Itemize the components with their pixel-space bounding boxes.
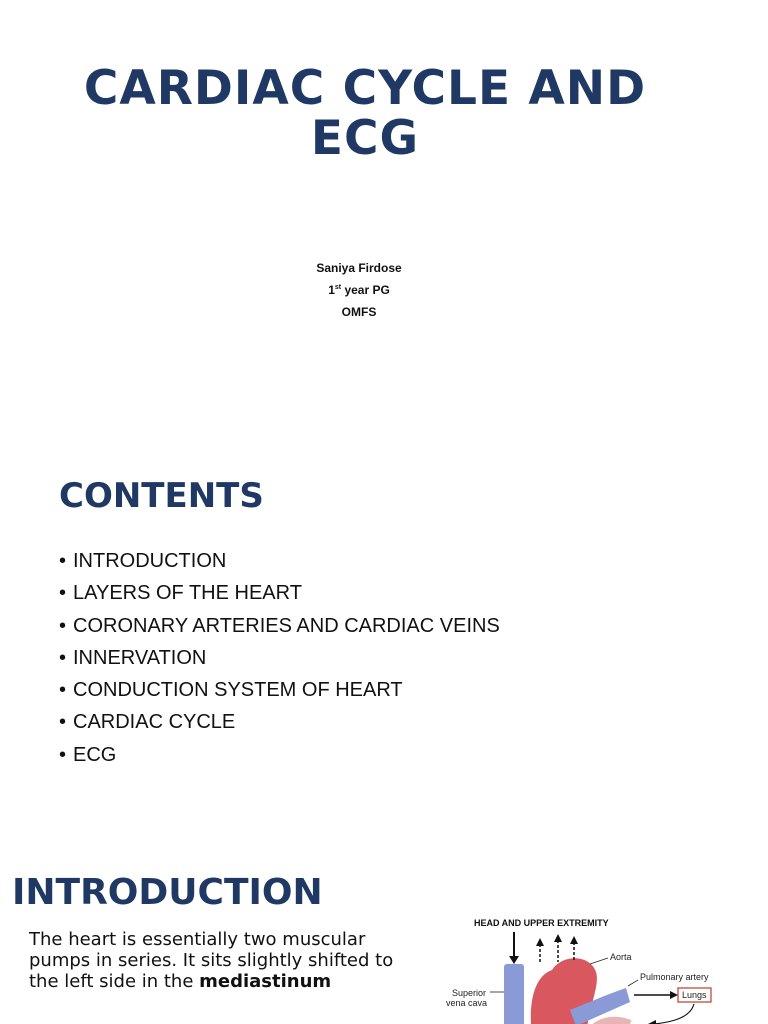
lungs-label: Lungs (682, 990, 707, 1000)
year-number: 1 (328, 283, 335, 297)
list-item-label: CONDUCTION SYSTEM OF HEART (73, 679, 403, 702)
lungs-arrow-head (670, 991, 678, 999)
bullet: • (59, 646, 67, 669)
year-suffix: st (334, 284, 342, 291)
lungs-return-arrow-head (648, 1020, 656, 1024)
superior-vena-cava-shape (504, 964, 524, 1024)
aorta-label: Aorta (610, 952, 632, 962)
introduction-paragraph (29, 929, 399, 992)
list-item (59, 709, 500, 741)
aorta-leader (590, 958, 608, 964)
list-item-label: LAYERS OF THE HEART (73, 582, 302, 605)
outflow-arrow-1 (536, 938, 544, 946)
introduction-heading: INTRODUCTION (12, 872, 323, 913)
intro-text-body: The heart is essentially two muscular pumps in series. It sits slightly shifted to the left side in the (29, 929, 394, 992)
superior-vena-cava-label-1: Superior (452, 988, 487, 998)
year-rest: year PG (341, 283, 390, 297)
contents-heading: CONTENTS (59, 476, 264, 516)
contents-list (59, 548, 500, 774)
introduction-slide (0, 840, 768, 1024)
title-slide (0, 0, 768, 420)
list-item-label: CARDIAC CYCLE (73, 711, 236, 734)
pulmonary-artery-label: Pulmonary artery (640, 972, 709, 982)
author-name: Saniya Firdose (316, 261, 402, 275)
contents-slide (0, 420, 768, 840)
author-department: OMFS (341, 305, 377, 319)
outflow-arrow-3 (570, 936, 578, 944)
figure-header-label: HEAD AND UPPER EXTREMITY (474, 918, 609, 928)
lungs-return-arrow (654, 1004, 694, 1024)
inflow-arrow-head (509, 956, 519, 964)
list-item-label: ECG (73, 743, 117, 766)
bullet: • (59, 743, 67, 766)
list-item-label: INTRODUCTION (73, 550, 227, 572)
list-item (59, 677, 500, 709)
list-item (59, 613, 500, 645)
bullet: • (59, 679, 67, 702)
bullet: • (59, 614, 67, 637)
author-year (259, 283, 459, 297)
outflow-arrow-2 (554, 934, 562, 942)
bullet: • (59, 550, 67, 572)
bullet: • (59, 711, 67, 734)
intro-text-bold: mediastinum (199, 971, 332, 992)
list-item-label: CORONARY ARTERIES AND CARDIAC VEINS (73, 614, 500, 637)
list-item-label: INNERVATION (73, 646, 207, 669)
list-item (59, 580, 500, 612)
superior-vena-cava-label-2: vena cava (446, 998, 488, 1008)
bullet: • (59, 582, 67, 605)
heart-circulation-figure (440, 914, 740, 1024)
pulmonary-artery-leader (628, 980, 638, 986)
list-item (59, 548, 500, 580)
presentation-title: CARDIAC CYCLE AND ECG (83, 61, 647, 166)
list-item (59, 645, 500, 677)
list-item (59, 742, 500, 774)
